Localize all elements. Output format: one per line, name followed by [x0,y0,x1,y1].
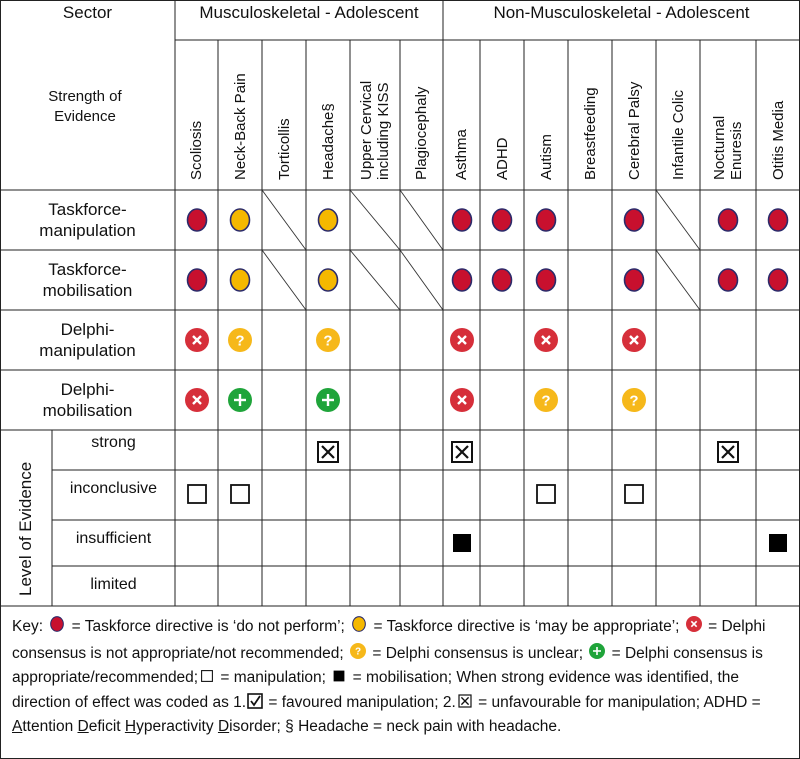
column-label-otitis-media: Otitis Media [769,100,787,180]
cell-inconclusive-autism-box-icon [531,479,561,509]
cell-taskforce-mobilisation-headache-yellow-icon [313,265,343,295]
level-label-strong: strong [91,434,136,451]
not-applicable-slash [262,250,306,310]
key-prefix: Key: [12,618,48,635]
key-x-box-icon [456,692,474,717]
level-label-inconclusive: inconclusive [69,480,158,497]
column-label-infantile-colic: Infantile Colic [669,89,687,180]
key-plus-circle-icon [587,641,607,668]
cell-delphi-manipulation-cerebral-palsy-x-icon [619,325,649,355]
not-applicable-slash [400,190,443,250]
key-yellow-oval-icon-glyph [349,614,369,634]
cell-inconclusive-neck-back-pain-box-icon [225,479,255,509]
svg-text:?: ? [541,392,551,410]
row-label-line: Taskforce- [48,200,127,219]
key-question-circle-icon [348,641,368,668]
key-empty-box-icon-glyph [198,667,216,685]
key-red-text: = Taskforce directive is ‘do not perform’; [67,618,350,635]
row-label-delphi-mobilisation [0,379,175,421]
column-label-headache: Headache§ [319,103,337,180]
cell-taskforce-manipulation-adhd-red-icon [487,205,517,235]
column-label-breastfeeding: Breastfeeding [581,87,599,180]
cell-taskforce-manipulation-nocturnal-enuresis-red-icon [713,205,743,235]
key-red-oval-icon [47,614,67,641]
cell-taskforce-mobilisation-nocturnal-enuresis-red-icon [713,265,743,295]
key-question-circle-icon-glyph [348,641,368,661]
key-headache-note: § Headache = neck pain with headache. [285,718,562,735]
strength-of-evidence-line2: Evidence [54,108,116,125]
cell-insufficient-asthma-fill-icon [447,528,477,558]
column-label-nocturnal-enuresis-1: Nocturnal [711,115,728,180]
key-plus-text: = Delphi consensus is appropriate/recommended; [12,644,763,686]
not-applicable-slash [656,250,700,310]
not-applicable-slash [350,190,400,250]
adhd-word-hyperactivity: yperactivity [136,718,218,735]
cell-taskforce-mobilisation-otitis-media-red-icon [763,265,793,295]
column-label-adhd: ADHD [493,137,511,180]
cell-delphi-manipulation-autism-x-icon [531,325,561,355]
level-label-insufficient: insufficient [75,530,152,547]
key-check-box-icon-glyph [246,692,264,710]
row-label-line: manipulation [39,341,136,360]
not-applicable-slash [262,190,306,250]
level-label-limited: limited [90,576,137,593]
cell-delphi-mobilisation-cerebral-palsy-q-icon [619,385,649,415]
key-check-box-icon [246,692,264,717]
cell-delphi-manipulation-asthma-x-icon [447,325,477,355]
adhd-word-disorder: isorder; [229,718,286,735]
key-check-text: = favoured manipulation; 2. [264,693,456,711]
svg-text:?: ? [323,332,333,350]
adhd-letter-a: A [12,718,23,735]
cell-taskforce-mobilisation-autism-red-icon [531,265,561,295]
row-label-delphi-manipulation [0,319,175,361]
column-label-upper-cervical-2: including KISS [375,82,392,180]
cell-taskforce-manipulation-scoliosis-red-icon [182,205,212,235]
adhd-word-attention: ttention [22,718,78,735]
row-label-line: Taskforce- [48,260,127,279]
key-filled-box-icon-glyph [330,667,348,685]
cell-strong-headache-boxx-icon [313,437,343,467]
key-fill-text: = mobilisation; When strong evidence was identified, the direction of effect was coded as 1. [12,669,740,711]
column-label-nocturnal-enuresis-2: Enuresis [728,121,745,180]
cell-taskforce-manipulation-otitis-media-red-icon [763,205,793,235]
row-label-line: manipulation [39,221,136,240]
cell-delphi-mobilisation-scoliosis-x-icon [182,385,212,415]
cell-taskforce-manipulation-autism-red-icon [531,205,561,235]
column-label-plagiocephaly: Plagiocephaly [413,86,430,180]
key-red-oval-icon-glyph [47,614,67,634]
key-yellow-text: = Taskforce directive is ‘may be appropriate’; [369,618,684,635]
key-boxx-text: = unfavourable for manipulation; ADHD = [473,693,761,711]
cell-inconclusive-cerebral-palsy-box-icon [619,479,649,509]
adhd-letter-d: D [77,718,89,735]
column-label-upper-cervical-1: Upper Cervical [358,80,375,180]
cell-taskforce-mobilisation-cerebral-palsy-red-icon [619,265,649,295]
column-label-neck-back-pain: Neck-Back Pain [231,73,249,180]
key-x-circle-icon [684,614,704,641]
row-label-line: Delphi- [60,320,115,339]
cell-delphi-mobilisation-neck-back-pain-plus-icon [225,385,255,415]
key-x-box-icon-glyph [456,692,474,710]
column-label-asthma: Asthma [453,129,470,180]
cell-delphi-manipulation-headache-q-icon [313,325,343,355]
cell-delphi-mobilisation-asthma-x-icon [447,385,477,415]
not-applicable-slash [656,190,700,250]
cell-taskforce-manipulation-headache-yellow-icon [313,205,343,235]
key-legend [12,614,792,738]
not-applicable-slash [400,250,443,310]
row-label-line: mobilisation [42,281,133,300]
cell-strong-asthma-boxx-icon [447,437,477,467]
svg-text:?: ? [354,646,362,658]
svg-text:?: ? [235,332,245,350]
key-x-circle-icon-glyph [684,614,704,634]
cell-delphi-manipulation-neck-back-pain-q-icon [225,325,255,355]
level-of-evidence-label: Level of Evidence [16,461,35,596]
row-label-line: Delphi- [60,380,115,399]
not-applicable-slash [350,250,400,310]
column-label-scoliosis: Scoliosis [188,120,205,180]
row-label-taskforce-mobilisation [0,259,175,301]
row-label-line: mobilisation [42,401,133,420]
key-box-text: = manipulation; [216,669,331,686]
cell-delphi-mobilisation-autism-q-icon [531,385,561,415]
cell-inconclusive-scoliosis-box-icon [182,479,212,509]
row-label-taskforce-manipulation [0,199,175,241]
key-filled-box-icon [330,667,348,692]
key-plus-circle-icon-glyph [587,641,607,661]
cell-taskforce-manipulation-cerebral-palsy-red-icon [619,205,649,235]
musculoskeletal-header: Musculoskeletal - Adolescent [199,3,419,22]
cell-taskforce-manipulation-asthma-red-icon [447,205,477,235]
cell-strong-nocturnal-enuresis-boxx-icon [713,437,743,467]
cell-insufficient-otitis-media-fill-icon [763,528,793,558]
cell-taskforce-mobilisation-asthma-red-icon [447,265,477,295]
key-q-text: = Delphi consensus is unclear; [368,644,588,662]
column-label-cerebral-palsy: Cerebral Palsy [625,81,643,180]
cell-taskforce-mobilisation-scoliosis-red-icon [182,265,212,295]
cell-taskforce-mobilisation-adhd-red-icon [487,265,517,295]
svg-text:?: ? [629,392,639,410]
column-label-autism: Autism [537,134,555,180]
non-musculoskeletal-header: Non-Musculoskeletal - Adolescent [493,3,750,22]
adhd-word-deficit: eficit [88,718,125,735]
cell-delphi-manipulation-scoliosis-x-icon [182,325,212,355]
key-empty-box-icon [198,667,216,692]
key-yellow-oval-icon [349,614,369,641]
sector-header: Sector [62,3,113,22]
cell-delphi-mobilisation-headache-plus-icon [313,385,343,415]
cell-taskforce-manipulation-neck-back-pain-yellow-icon [225,205,255,235]
adhd-letter-h: H [124,718,137,735]
cell-taskforce-mobilisation-neck-back-pain-yellow-icon [225,265,255,295]
strength-of-evidence-line1: Strength of [48,88,122,105]
adhd-letter-d2: D [217,718,230,735]
column-label-torticollis: Torticollis [275,118,293,180]
key-x-text: = Delphi consensus is not appropriate/not recommended; [12,618,766,662]
